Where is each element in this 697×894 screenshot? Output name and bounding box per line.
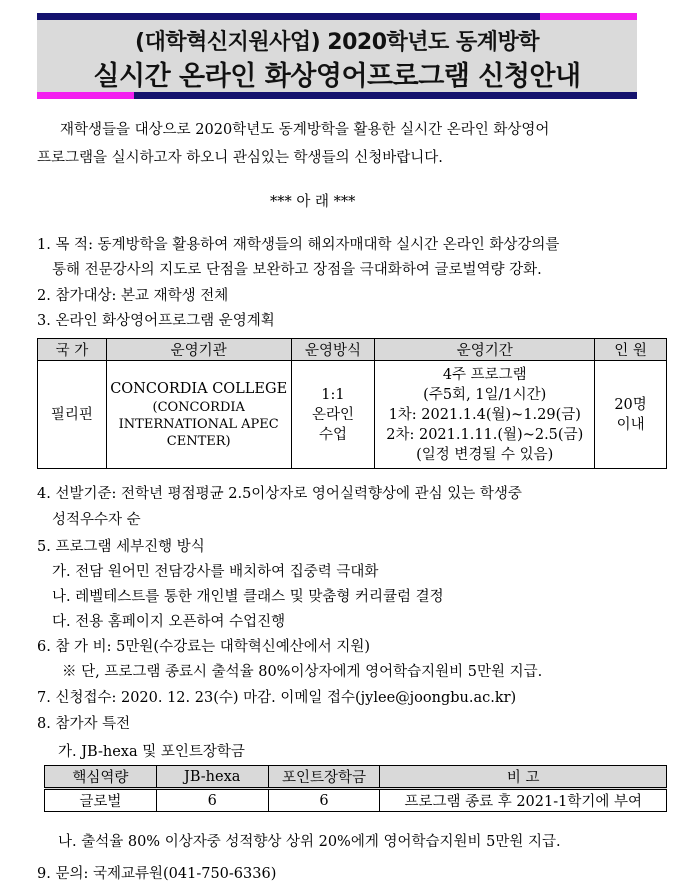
table-row	[45, 789, 667, 812]
org-line-1: CONCORDIA COLLEGE	[110, 381, 288, 397]
item-purpose-1: 1. 목 적: 동계방학을 활용하여 재학생들의 해외자매대학 실시간 온라인 화상강의를	[37, 237, 560, 253]
period-line-4: 2차: 2021.1.11.(월)~2.5(금)	[386, 426, 584, 443]
period-line-3: 1차: 2021.1.4(월)~1.29(금)	[388, 406, 581, 423]
people-line-1: 20명	[614, 396, 647, 413]
item-criteria-2: 성적우수자 순	[52, 512, 141, 528]
item-purpose-2: 통해 전문강사의 지도로 단점을 보완하고 장점을 극대화하여 글로벌역량 강화.	[52, 262, 542, 278]
plan-table-header	[38, 339, 667, 361]
header-org: 운영기관	[106, 339, 291, 361]
plan-table	[37, 338, 667, 469]
cell-people	[595, 361, 667, 469]
period-line-5: (일정 변경될 수 있음)	[416, 446, 554, 463]
header-note: 비 고	[380, 766, 667, 789]
cell-competency: 글로벌	[45, 789, 157, 812]
item-criteria-1: 4. 선발기준: 전학년 평점평균 2.5이상자로 영어실력향상에 관심 있는 학생중	[37, 486, 522, 502]
item-details-b: 나. 레벨테스트를 통한 개인별 클래스 및 맞춤형 커리큘럼 결정	[52, 589, 444, 605]
cell-method	[291, 361, 375, 469]
title-banner	[37, 13, 637, 99]
org-line-3: INTERNATIONAL APEC	[118, 417, 279, 432]
cell-country: 필리핀	[38, 361, 107, 469]
header-country: 국 가	[38, 339, 107, 361]
header-period: 운영기간	[375, 339, 595, 361]
header-competency: 핵심역량	[45, 766, 157, 789]
item-details: 5. 프로그램 세부진행 방식	[37, 539, 205, 555]
cell-period	[375, 361, 595, 469]
intro-line-2: 프로그램을 실시하고자 하오니 관심있는 학생들의 신청바랍니다.	[37, 150, 443, 166]
method-line-2: 온라인	[311, 406, 354, 423]
item-target: 2. 참가대상: 본교 재학생 전체	[37, 288, 229, 304]
item-plan: 3. 온라인 화상영어프로그램 운영계획	[37, 313, 275, 329]
banner-bottom-bar	[37, 92, 637, 99]
item-details-a: 가. 전담 원어민 전담강사를 배치하여 집중력 극대화	[52, 564, 379, 580]
benefit-table-header	[45, 766, 667, 789]
banner-line-1: (대학혁신지원사업) 2020학년도 동계방학	[135, 30, 539, 55]
item-fee: 6. 참 가 비: 5만원(수강료는 대학혁신예산에서 지원)	[37, 639, 371, 655]
method-line-1: 1:1	[321, 386, 345, 403]
cell-jbhexa: 6	[156, 789, 268, 812]
header-people: 인 원	[595, 339, 667, 361]
people-line-2: 이내	[616, 416, 645, 433]
header-jbhexa: JB-hexa	[156, 766, 268, 789]
intro-line-1: 재학생들을 대상으로 2020학년도 동계방학을 활용한 실시간 온라인 화상영어	[60, 122, 550, 138]
cell-scholarship: 6	[268, 789, 380, 812]
item-details-c: 다. 전용 홈페이지 오픈하여 수업진행	[52, 614, 286, 630]
org-line-4: CENTER)	[166, 434, 231, 449]
item-apply: 7. 신청접수: 2020. 12. 23(수) 마감. 이메일 접수(jylee@joongbu.ac.kr)	[37, 690, 517, 706]
period-line-1: 4주 프로그램	[442, 366, 527, 383]
item-benefit-b: 나. 출석율 80% 이상자중 성적향상 상위 20%에게 영어학습지원비 5만원 지급.	[58, 834, 561, 850]
cell-org	[106, 361, 291, 469]
benefit-table	[44, 765, 667, 812]
method-line-3: 수업	[318, 426, 347, 443]
item-benefit: 8. 참가자 특전	[37, 716, 131, 732]
banner-line-2: 실시간 온라인 화상영어프로그램 신청안내	[93, 61, 581, 92]
header-method: 운영방식	[291, 339, 375, 361]
item-contact: 9. 문의: 국제교류원(041-750-6336)	[37, 866, 277, 882]
cell-note: 프로그램 종료 후 2021-1학기에 부여	[380, 789, 667, 812]
item-benefit-a: 가. JB-hexa 및 포인트장학금	[58, 744, 245, 760]
header-scholarship: 포인트장학금	[268, 766, 380, 789]
table-row	[38, 361, 667, 469]
item-fee-note: ※ 단, 프로그램 종료시 출석율 80%이상자에게 영어학습지원비 5만원 지급.	[62, 664, 543, 680]
section-heading: *** 아 래 ***	[270, 194, 356, 210]
banner-top-bar	[37, 13, 637, 20]
period-line-2: (주5회, 1일/1시간)	[423, 386, 547, 403]
org-line-2: (CONCORDIA	[152, 400, 245, 415]
